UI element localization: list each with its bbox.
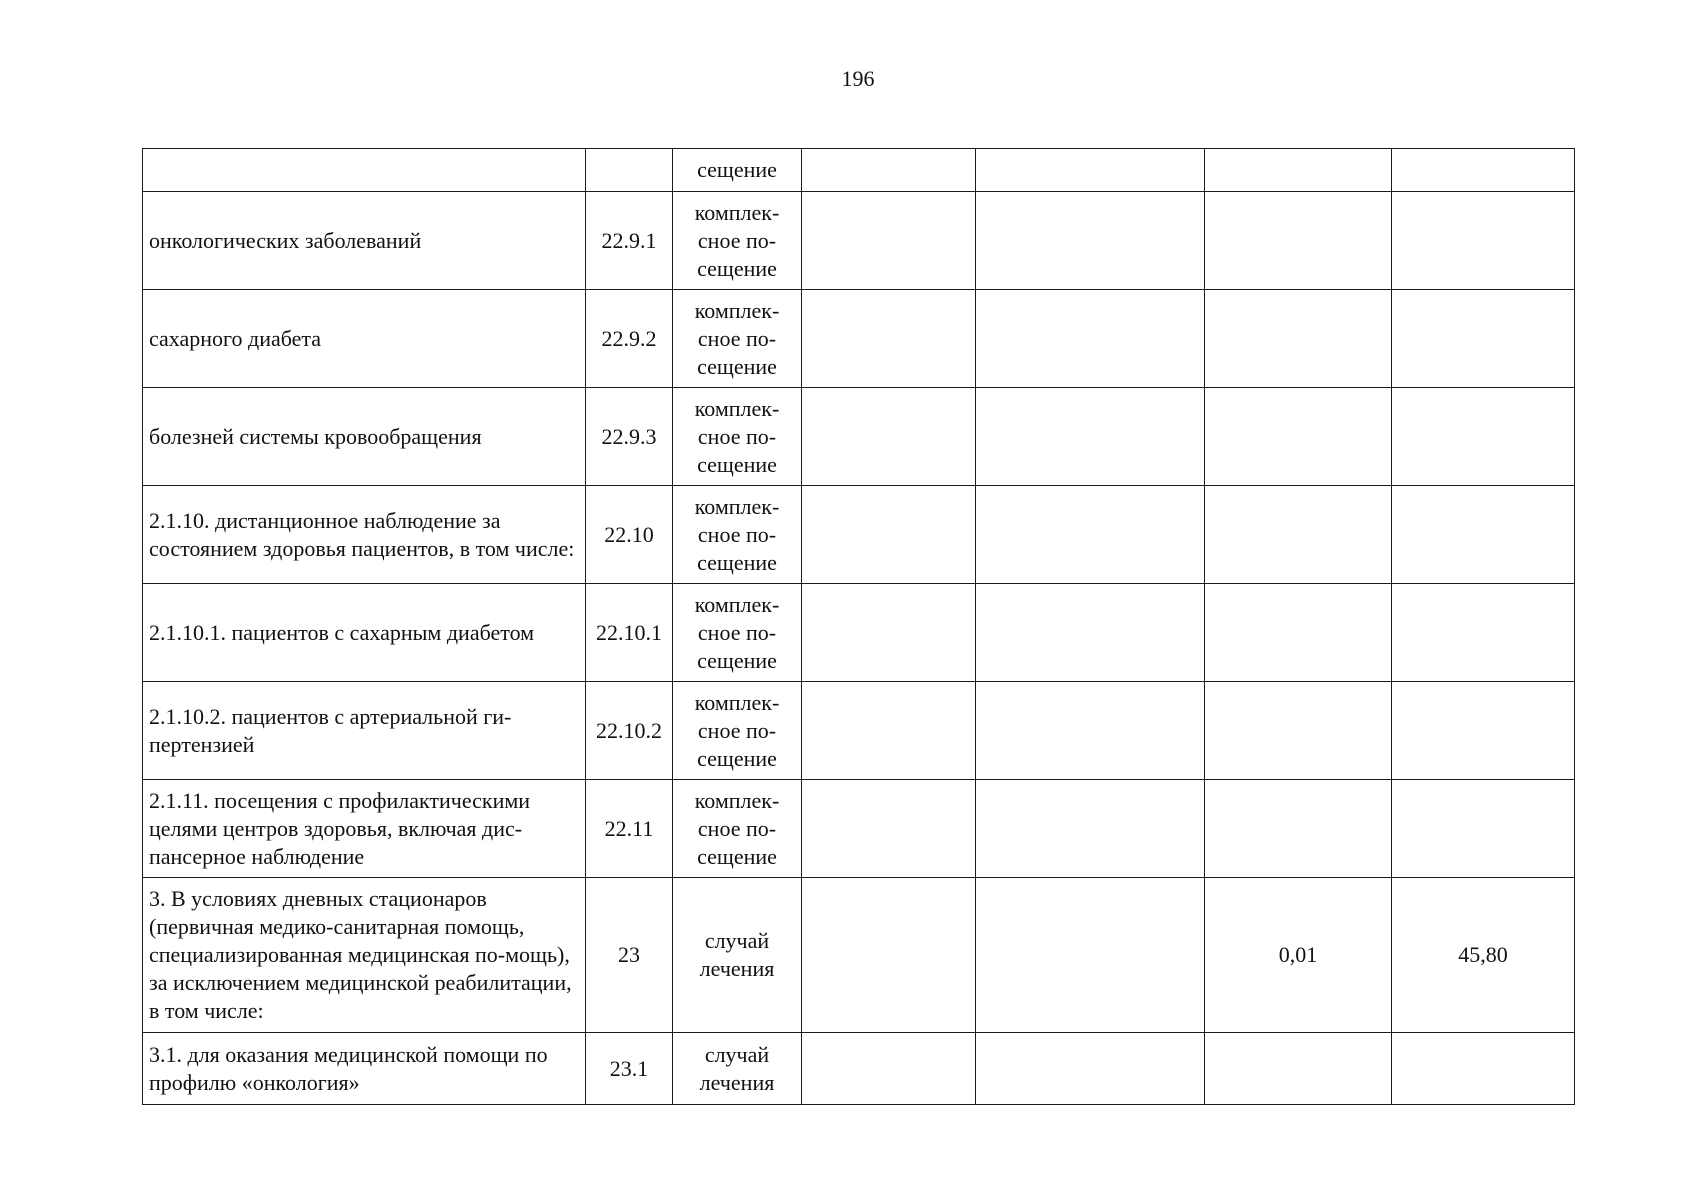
unit-line: сное по- (697, 815, 777, 841)
row-unit-cell (673, 682, 802, 780)
value-cell-c5 (976, 192, 1205, 290)
value-cell-c7 (1392, 682, 1575, 780)
row-unit-cell (673, 290, 802, 388)
row-code-cell: 23.1 (586, 1033, 673, 1105)
row-unit-cell (673, 149, 802, 192)
row-unit-cell (673, 192, 802, 290)
unit-line: комплек- (694, 395, 780, 421)
table-row (143, 878, 1575, 1033)
unit-line: лечения (699, 1069, 775, 1095)
row-name-cell: онкологических заболеваний (143, 192, 586, 290)
value-cell-c7 (1392, 149, 1575, 192)
row-code-cell: 22.9.1 (586, 192, 673, 290)
row-code-cell: 22.10 (586, 486, 673, 584)
unit-line: сещение (697, 647, 777, 673)
value-cell-c7 (1392, 1033, 1575, 1105)
value-cell-c7 (1392, 388, 1575, 486)
value-cell-c6: 0,01 (1205, 878, 1392, 1033)
row-name-cell: болезней системы кровообращения (143, 388, 586, 486)
row-unit-cell (673, 388, 802, 486)
row-code-cell: 23 (586, 878, 673, 1033)
value-cell-c6 (1205, 290, 1392, 388)
value-cell-c7 (1392, 486, 1575, 584)
row-code-cell: 22.10.2 (586, 682, 673, 780)
unit-line: сное по- (697, 227, 777, 253)
unit-line: комплек- (694, 199, 780, 225)
row-code-cell: 22.10.1 (586, 584, 673, 682)
value-cell-c4 (802, 780, 976, 878)
unit-line: случай (704, 928, 770, 953)
unit-line: сное по- (697, 423, 777, 449)
value-cell-c4 (802, 290, 976, 388)
unit-line: сное по- (697, 325, 777, 351)
row-unit-cell (673, 584, 802, 682)
table-row (143, 290, 1575, 388)
row-code-cell: 22.11 (586, 780, 673, 878)
value-cell-c4 (802, 149, 976, 192)
value-cell-c4 (802, 192, 976, 290)
row-code-cell: 22.9.2 (586, 290, 673, 388)
value-cell-c6 (1205, 584, 1392, 682)
value-cell-c7 (1392, 290, 1575, 388)
unit-line: комплек- (694, 493, 780, 519)
value-cell-c7 (1392, 192, 1575, 290)
value-cell-c5 (976, 878, 1205, 1033)
value-cell-c6 (1205, 149, 1392, 192)
row-unit-cell (673, 780, 802, 878)
table-row (143, 682, 1575, 780)
row-name-cell: 2.1.10.1. пациентов с сахарным диабетом (143, 584, 586, 682)
row-name-cell: 2.1.11. посещения с профилактическими целями центров здоровья, включая дис-пансерное наблюдение (143, 780, 586, 878)
unit-line: сное по- (697, 717, 777, 743)
unit-line: сещение (697, 255, 777, 281)
table-row (143, 192, 1575, 290)
table-row (143, 1033, 1575, 1105)
value-cell-c5 (976, 780, 1205, 878)
value-cell-c6 (1205, 1033, 1392, 1105)
value-cell-c4 (802, 682, 976, 780)
value-cell-c6 (1205, 486, 1392, 584)
row-name-cell: 2.1.10. дистанционное наблюдение за состоянием здоровья пациентов, в том числе: (143, 486, 586, 584)
table-row (143, 780, 1575, 878)
data-table (142, 148, 1575, 1105)
unit-line: комплек- (694, 689, 780, 715)
value-cell-c7 (1392, 584, 1575, 682)
row-code-cell (586, 149, 673, 192)
row-name-cell: 2.1.10.2. пациентов с артериальной ги-пертензией (143, 682, 586, 780)
table-row (143, 584, 1575, 682)
value-cell-c5 (976, 290, 1205, 388)
row-name-cell: 3. В условиях дневных стационаров (первичная медико-санитарная помощь, специализированная медицинская по-мощь), за исключением медицинской реабилитации, в том числе: (143, 878, 586, 1033)
unit-line: сное по- (697, 521, 777, 547)
value-cell-c6 (1205, 192, 1392, 290)
unit-line: лечения (699, 956, 775, 981)
value-cell-c7: 45,80 (1392, 878, 1575, 1033)
table-row (143, 388, 1575, 486)
row-unit-cell (673, 486, 802, 584)
table-row (143, 149, 1575, 192)
value-cell-c4 (802, 584, 976, 682)
row-name-cell: 3.1. для оказания медицинской помощи по профилю «онкология» (143, 1033, 586, 1105)
row-unit-cell (673, 1033, 802, 1105)
row-name-cell (143, 149, 586, 192)
unit-line: сное по- (697, 619, 777, 645)
table-body (143, 149, 1575, 1105)
unit-line: комплек- (694, 591, 780, 617)
value-cell-c5 (976, 584, 1205, 682)
value-cell-c6 (1205, 780, 1392, 878)
unit-line: сещение (697, 843, 777, 869)
value-cell-c4 (802, 486, 976, 584)
unit-line: комплек- (694, 297, 780, 323)
value-cell-c4 (802, 388, 976, 486)
unit-line: случай (704, 1041, 770, 1067)
row-unit-cell (673, 878, 802, 1033)
value-cell-c5 (976, 682, 1205, 780)
unit-line: сещение (697, 745, 777, 771)
value-cell-c7 (1392, 780, 1575, 878)
value-cell-c4 (802, 878, 976, 1033)
unit-line: сещение (697, 549, 777, 575)
unit-line: сещение (697, 451, 777, 477)
value-cell-c4 (802, 1033, 976, 1105)
value-cell-c5 (976, 486, 1205, 584)
value-cell-c6 (1205, 388, 1392, 486)
unit-line: сещение (697, 353, 777, 379)
value-cell-c6 (1205, 682, 1392, 780)
value-cell-c5 (976, 149, 1205, 192)
unit-line: комплек- (694, 787, 780, 813)
table-row (143, 486, 1575, 584)
row-code-cell: 22.9.3 (586, 388, 673, 486)
unit-line: сещение (697, 157, 777, 182)
value-cell-c5 (976, 1033, 1205, 1105)
value-cell-c5 (976, 388, 1205, 486)
page-number: 196 (841, 66, 875, 91)
row-name-cell: сахарного диабета (143, 290, 586, 388)
